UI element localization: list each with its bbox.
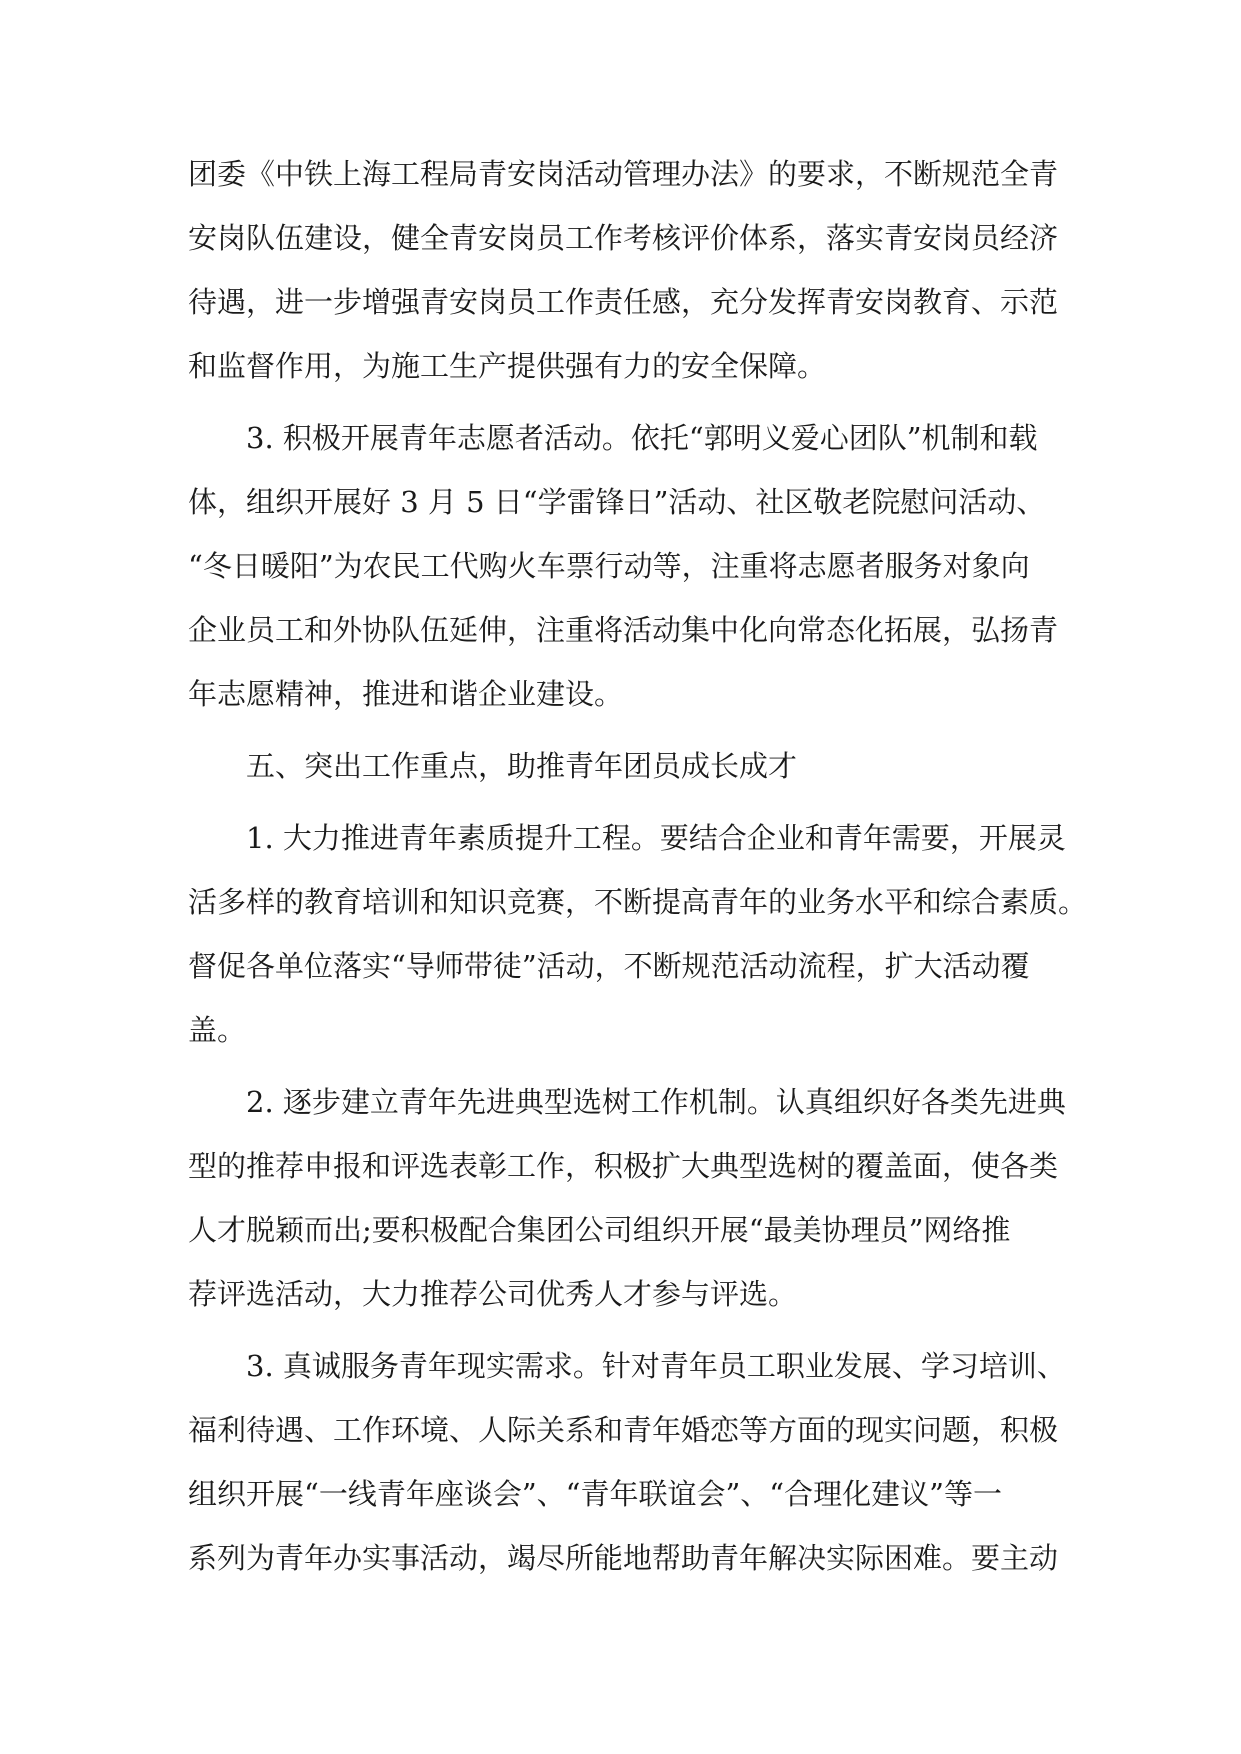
text-line: 组织开展“一线青年座谈会”、“青年联谊会”、“合理化建议”等一 bbox=[188, 1477, 1002, 1511]
text-line: 3. 积极开展青年志愿者活动。依托“郭明义爱心团队”机制和载 bbox=[246, 421, 1038, 455]
text-line: 盖。 bbox=[188, 1013, 247, 1047]
text-line: 型的推荐申报和评选表彰工作，积极扩大典型选树的覆盖面，使各类 bbox=[188, 1149, 1059, 1183]
text-line: 3. 真诚服务青年现实需求。针对青年员工职业发展、学习培训、 bbox=[246, 1349, 1066, 1383]
text-line: 体，组织开展好 3 月 5 日“学雷锋日”活动、社区敬老院慰问活动、 bbox=[188, 485, 1046, 519]
text-line: 1. 大力推进青年素质提升工程。要结合企业和青年需要，开展灵 bbox=[246, 821, 1066, 855]
text-line: 企业员工和外协队伍延伸，注重将活动集中化向常态化拓展，弘扬青 bbox=[188, 613, 1059, 647]
text-line: 活多样的教育培训和知识竞赛，不断提高青年的业务水平和综合素质。 bbox=[188, 885, 1088, 919]
text-line: 团委《中铁上海工程局青安岗活动管理办法》的要求，不断规范全青 bbox=[188, 157, 1059, 191]
text-line: 待遇，进一步增强青安岗员工作责任感，充分发挥青安岗教育、示范 bbox=[188, 285, 1059, 319]
section-heading: 五、突出工作重点，助推青年团员成长成才 bbox=[246, 749, 798, 783]
text-line: 人才脱颖而出;要积极配合集团公司组织开展“最美协理员”网络推 bbox=[188, 1213, 1011, 1247]
text-line: 荐评选活动，大力推荐公司优秀人才参与评选。 bbox=[188, 1277, 798, 1311]
text-line: 和监督作用，为施工生产提供强有力的安全保障。 bbox=[188, 349, 827, 383]
text-line: 系列为青年办实事活动，竭尽所能地帮助青年解决实际困难。要主动 bbox=[188, 1541, 1059, 1575]
text-line: 督促各单位落实“导师带徒”活动，不断规范活动流程，扩大活动覆 bbox=[188, 949, 1030, 983]
text-line: 年志愿精神，推进和谐企业建设。 bbox=[188, 677, 624, 711]
text-line: 2. 逐步建立青年先进典型选树工作机制。认真组织好各类先进典 bbox=[246, 1085, 1066, 1119]
text-line: “冬日暖阳”为农民工代购火车票行动等，注重将志愿者服务对象向 bbox=[188, 549, 1030, 583]
text-line: 福利待遇、工作环境、人际关系和青年婚恋等方面的现实问题，积极 bbox=[188, 1413, 1059, 1447]
text-line: 安岗队伍建设，健全青安岗员工作考核评价体系，落实青安岗员经济 bbox=[188, 221, 1059, 255]
